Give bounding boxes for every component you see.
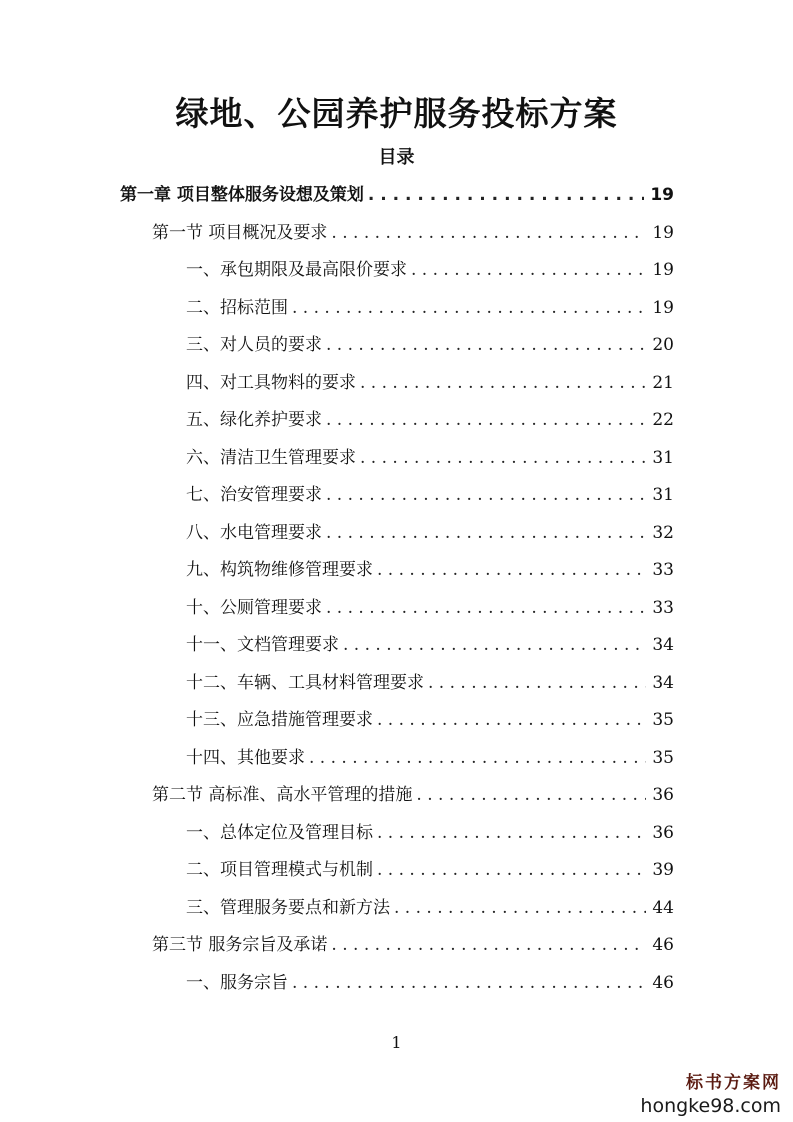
toc-entry[interactable] bbox=[186, 293, 674, 323]
toc-dot-leader bbox=[428, 668, 646, 698]
toc-entry-label: 五、绿化养护要求 bbox=[186, 410, 322, 430]
toc-entry-page: 34 bbox=[652, 635, 674, 655]
toc-entry-label: 二、项目管理模式与机制 bbox=[186, 860, 373, 880]
toc-entry-page: 22 bbox=[652, 410, 674, 430]
toc-entry[interactable] bbox=[186, 818, 674, 848]
toc-entry-label: 三、对人员的要求 bbox=[186, 335, 322, 355]
toc-entry[interactable] bbox=[186, 668, 674, 698]
page-number: 1 bbox=[391, 1033, 402, 1052]
toc-entry-page: 36 bbox=[652, 785, 674, 805]
toc-entry-label: 十二、车辆、工具材料管理要求 bbox=[186, 672, 424, 693]
toc-entry-page: 19 bbox=[652, 297, 674, 318]
toc-entry-label: 三、管理服务要点和新方法 bbox=[186, 897, 390, 918]
toc-entry[interactable] bbox=[152, 930, 674, 960]
toc-entry[interactable] bbox=[120, 180, 674, 210]
document-title: 绿地、公园养护服务投标方案 bbox=[175, 94, 618, 133]
toc-entry[interactable] bbox=[186, 630, 674, 660]
toc-entry-page: 19 bbox=[652, 222, 674, 243]
toc-entry-label: 第一章 项目整体服务设想及策划 bbox=[120, 185, 364, 205]
toc-dot-leader bbox=[326, 330, 646, 360]
toc-entry[interactable] bbox=[186, 368, 674, 398]
toc-entry-page: 46 bbox=[652, 935, 674, 955]
toc-dot-leader bbox=[377, 855, 646, 885]
toc-entry-label: 八、水电管理要求 bbox=[186, 522, 322, 543]
watermark-name: 标书方案网 bbox=[686, 1073, 781, 1093]
toc-entry-page: 19 bbox=[652, 260, 674, 280]
toc-entry-label: 七、治安管理要求 bbox=[186, 485, 322, 505]
toc-entry-label: 二、招标范围 bbox=[186, 297, 288, 318]
toc-entry[interactable] bbox=[186, 480, 674, 510]
toc-dot-leader bbox=[394, 893, 646, 923]
toc-dot-leader bbox=[343, 630, 646, 660]
toc-entry-label: 一、承包期限及最高限价要求 bbox=[186, 260, 407, 280]
toc-entry[interactable] bbox=[186, 893, 674, 923]
toc-dot-leader bbox=[326, 518, 646, 548]
toc-entry[interactable] bbox=[186, 593, 674, 623]
toc-dot-leader bbox=[326, 593, 646, 623]
toc-entry[interactable] bbox=[186, 405, 674, 435]
watermark-domain: hongke98.com bbox=[640, 1095, 781, 1117]
toc-entry-page: 31 bbox=[652, 485, 674, 505]
toc-entry[interactable] bbox=[152, 218, 674, 248]
toc-dot-leader bbox=[331, 218, 646, 248]
toc-dot-leader bbox=[326, 405, 646, 435]
toc-entry-page: 19 bbox=[650, 185, 674, 205]
toc-entry-label: 十三、应急措施管理要求 bbox=[186, 710, 373, 730]
toc-dot-leader bbox=[360, 443, 646, 473]
toc-entry-label: 十一、文档管理要求 bbox=[186, 635, 339, 655]
toc-entry-page: 44 bbox=[652, 897, 674, 918]
toc-dot-leader bbox=[377, 555, 646, 585]
toc-dot-leader bbox=[377, 818, 646, 848]
toc-dot-leader bbox=[292, 293, 646, 323]
toc-entry[interactable] bbox=[186, 330, 674, 360]
toc-entry-page: 20 bbox=[652, 335, 674, 355]
toc-entry-page: 33 bbox=[652, 597, 674, 618]
toc-dot-leader bbox=[360, 368, 646, 398]
toc-entry-page: 35 bbox=[652, 710, 674, 730]
toc-dot-leader bbox=[411, 255, 646, 285]
toc-entry-label: 第二节 高标准、高水平管理的措施 bbox=[152, 785, 413, 805]
toc-entry-page: 33 bbox=[652, 560, 674, 580]
toc-entry[interactable] bbox=[186, 443, 674, 473]
toc-entry[interactable] bbox=[186, 555, 674, 585]
toc-dot-leader bbox=[368, 180, 644, 210]
toc-dot-leader bbox=[326, 480, 646, 510]
toc-entry-label: 一、总体定位及管理目标 bbox=[186, 822, 373, 843]
toc-entry-label: 一、服务宗旨 bbox=[186, 972, 288, 993]
site-watermark bbox=[631, 1068, 781, 1117]
toc-entry-page: 36 bbox=[652, 822, 674, 843]
toc-entry-label: 九、构筑物维修管理要求 bbox=[186, 560, 373, 580]
toc-entry-page: 31 bbox=[652, 447, 674, 468]
toc-entry[interactable] bbox=[186, 705, 674, 735]
toc-entry-label: 十、公厕管理要求 bbox=[186, 597, 322, 618]
toc-entry[interactable] bbox=[186, 518, 674, 548]
toc-entry-page: 39 bbox=[652, 860, 674, 880]
toc-entry-label: 四、对工具物料的要求 bbox=[186, 372, 356, 393]
toc-entry[interactable] bbox=[152, 780, 674, 810]
toc-dot-leader bbox=[292, 968, 646, 998]
toc-entry-label: 第三节 服务宗旨及承诺 bbox=[152, 935, 328, 955]
toc-entry-label: 六、清洁卫生管理要求 bbox=[186, 447, 356, 468]
toc-entry-label: 十四、其他要求 bbox=[186, 747, 305, 768]
toc-entry[interactable] bbox=[186, 255, 674, 285]
toc-entry-page: 32 bbox=[652, 522, 674, 543]
toc-dot-leader bbox=[331, 930, 646, 960]
toc-entry-label: 第一节 项目概况及要求 bbox=[152, 222, 328, 243]
toc-entry-page: 35 bbox=[652, 747, 674, 768]
toc-dot-leader bbox=[309, 743, 646, 773]
toc-dot-leader bbox=[377, 705, 646, 735]
toc-entry[interactable] bbox=[186, 743, 674, 773]
toc-entry[interactable] bbox=[186, 855, 674, 885]
toc-entry-page: 21 bbox=[652, 372, 674, 393]
toc-entry-page: 46 bbox=[652, 972, 674, 993]
toc-entry-page: 34 bbox=[652, 672, 674, 693]
toc-entry[interactable] bbox=[186, 968, 674, 998]
toc-heading: 目录 bbox=[378, 147, 415, 168]
toc-dot-leader bbox=[416, 780, 646, 810]
